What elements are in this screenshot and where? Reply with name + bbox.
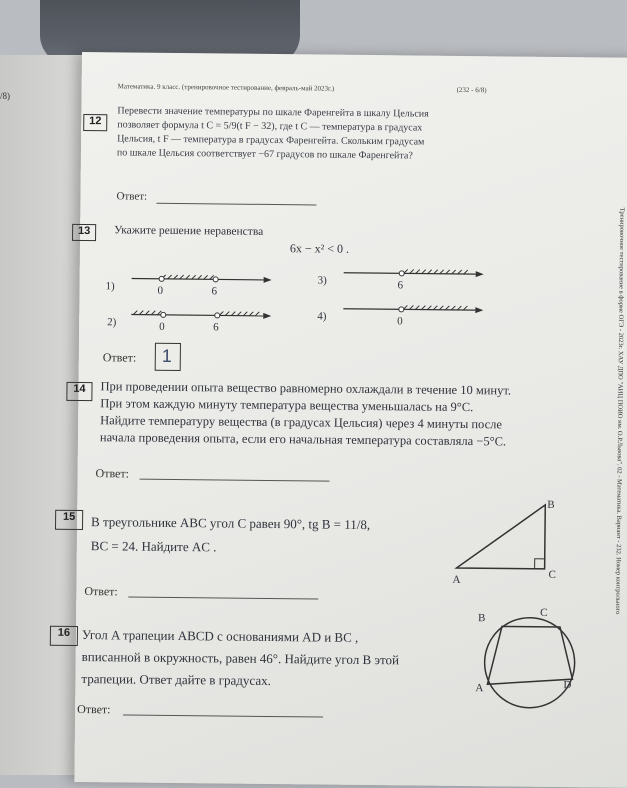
task-13-option-2-label: 2) bbox=[107, 316, 117, 329]
task-12-line1: Перевести значение температуры по шкале Фаренгейта в шкалу Цельсия bbox=[117, 105, 429, 120]
task-13-option-1-tick-0: 0 bbox=[157, 284, 164, 297]
triangle-vertex-b: B bbox=[547, 498, 555, 511]
task-15-line1: В треугольнике ABC угол C равен 90°, tg B = 11/8, bbox=[91, 514, 371, 533]
task-14-number: 14 bbox=[66, 382, 92, 401]
task-16-answer-line[interactable] bbox=[123, 714, 323, 717]
number-line-option-3 bbox=[344, 265, 484, 292]
side-margin-text: Тренировочное тестирование в форме ОГЭ - 2023г. ХАУ ДПО "АИЦ ПОИО им. О.Р.Львова". 02 - Математика. Вариант - 232. Номер контрольного bbox=[614, 207, 626, 615]
task-13-handwritten-answer: 1 bbox=[161, 345, 172, 366]
inscribed-trapezoid-figure bbox=[479, 612, 580, 713]
task-12-formula: C = 5/9(t F − 32), где t C — температура в градусах bbox=[206, 120, 423, 134]
task-14-answer-label: Ответ: bbox=[95, 466, 130, 481]
task-12-line4: по шкале Цельсия соответствует −67 градусов по шкале Фаренгейта? bbox=[116, 147, 413, 162]
task-13-option-4-label: 4) bbox=[317, 310, 327, 323]
page-number: (232 - 6/8) bbox=[456, 85, 487, 95]
task-15-answer-line[interactable] bbox=[128, 597, 318, 600]
task-13-option-2-tick-6: 6 bbox=[213, 321, 219, 334]
task-16-line3: трапеции. Ответ дайте в градусах. bbox=[81, 671, 271, 689]
task-12-number: 12 bbox=[83, 114, 107, 131]
task-12-line3: Цельсия, t F — температура в градусах Фаренгейта. Скольким градусам bbox=[117, 133, 425, 148]
number-line-option-2 bbox=[131, 307, 271, 334]
task-13-answer-label: Ответ: bbox=[102, 350, 137, 365]
trapezoid-vertex-c: C bbox=[540, 606, 548, 619]
task-13-option-2-tick-0: 0 bbox=[159, 320, 165, 333]
task-13-option-1-tick-6: 6 bbox=[211, 285, 218, 298]
task-12-line2-start: позволяет формула t bbox=[117, 119, 204, 132]
number-line-option-1 bbox=[131, 271, 271, 298]
task-13-answer-box[interactable] bbox=[155, 343, 181, 371]
task-13-option-3-label: 3) bbox=[317, 274, 327, 287]
task-13-inequality: 6x − x² < 0 . bbox=[289, 241, 350, 256]
task-16-answer-label: Ответ: bbox=[77, 701, 111, 717]
task-13-option-1-label: 1) bbox=[105, 280, 115, 293]
task-16-text bbox=[81, 624, 452, 694]
task-12-answer-line[interactable] bbox=[156, 203, 316, 206]
triangle-vertex-c: C bbox=[548, 568, 556, 581]
task-13-prompt: Укажите решение неравенства bbox=[114, 224, 264, 238]
task-14-line2: При этом каждую минуту температура вещества уменьшалась на 9°C. bbox=[100, 396, 474, 415]
left-page-number: /8) bbox=[0, 91, 10, 101]
task-14-line4: начала проведения опыта, если его начальная температура составляла −5°C. bbox=[99, 430, 507, 449]
task-16-number: 16 bbox=[50, 626, 78, 646]
triangle-vertex-a: A bbox=[452, 573, 461, 586]
task-14-text bbox=[100, 378, 551, 451]
task-15-answer-label: Ответ: bbox=[84, 584, 118, 599]
trapezoid-vertex-b: B bbox=[478, 612, 486, 625]
task-16-line2: вписанной в окружность, равен 46°. Найдите угол B этой bbox=[81, 649, 400, 668]
task-14-line1: При проведении опыта вещество равномерно охлаждали в течение 10 минут. bbox=[100, 379, 512, 398]
task-13-number: 13 bbox=[72, 224, 96, 241]
task-13-option-3-tick-6: 6 bbox=[397, 279, 404, 292]
task-15-text bbox=[91, 510, 451, 562]
task-13-option-4-tick-0: 0 bbox=[397, 315, 403, 328]
task-15-number: 15 bbox=[55, 510, 83, 530]
task-12-text bbox=[117, 104, 548, 164]
task-12-answer-label: Ответ: bbox=[116, 190, 148, 203]
task-14-answer-line[interactable] bbox=[140, 479, 330, 482]
worksheet-page bbox=[57, 52, 627, 788]
trapezoid-vertex-d: D bbox=[563, 679, 572, 692]
number-line-option-4 bbox=[343, 301, 483, 328]
page-header: Математика. 9 класс. (тренировочное тестирование, февраль-май 2023г.) bbox=[117, 82, 335, 93]
task-15-line2: BC = 24. Найдите AC . bbox=[90, 538, 217, 555]
trapezoid-vertex-a: A bbox=[475, 682, 484, 695]
task-16-line1: Угол A трапеции ABCD с основаниями AD и BC , bbox=[81, 627, 359, 645]
task-14-line3: Найдите температуру вещества (в градусах Цельсия) через 4 минуты после bbox=[100, 413, 503, 432]
